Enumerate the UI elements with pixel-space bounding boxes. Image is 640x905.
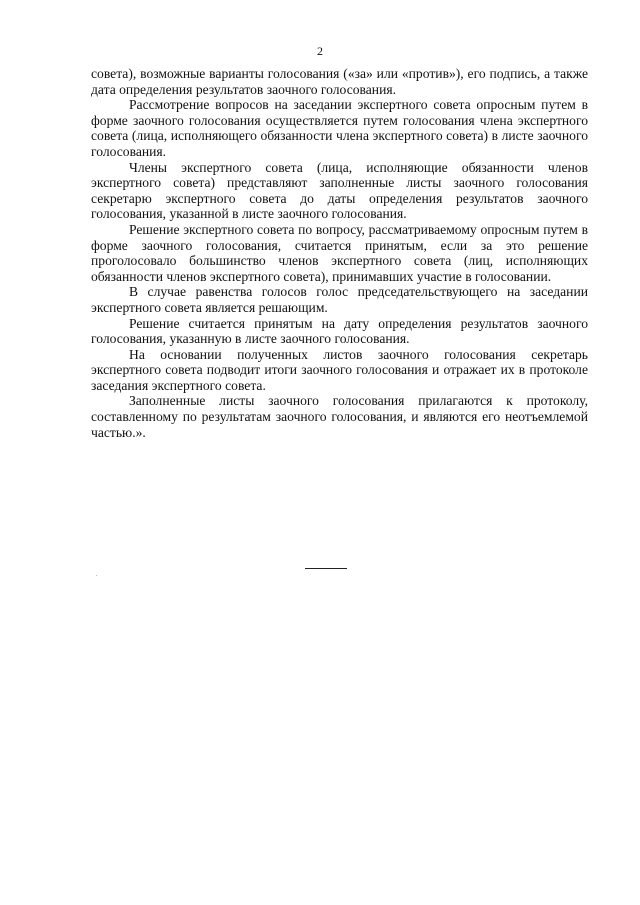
- scan-speck: [96, 575, 97, 576]
- paragraph-submission: Члены экспертного совета (лица, исполняющие обязанности членов экспертного совета) представляют заполненные листы заочного голосования секретарю экспертного совета до даты определения результатов заочного голосования, указанной в листе заочного голосования.: [91, 159, 588, 222]
- paragraph-results-summary: На основании полученных листов заочного голосования секретарь экспертного совета подводит итоги заочного голосования и отражает их в протоколе заседания экспертного совета.: [91, 346, 588, 393]
- end-separator-line: [305, 568, 347, 569]
- page-number: 2: [317, 44, 323, 58]
- paragraph-attachments: Заполненные листы заочного голосования прилагаются к протоколу, составленному по результатам заочного голосования, и являются его неотъемлемой частью.».: [91, 393, 588, 440]
- paragraph-decision-date: Решение считается принятым на дату определения результатов заочного голосования, указанную в листе заочного голосования.: [91, 315, 588, 347]
- paragraph-decision-adopted: Решение экспертного совета по вопросу, рассматриваемому опросным путем в форме заочного голосования, считается принятым, если за это решение проголосовало большинство членов экспертного совета (лиц, исполняющих обязанности членов экспертного совета), принимавших участие в голосовании.: [91, 221, 588, 284]
- document-body: [91, 66, 588, 440]
- paragraph-continuation: совета), возможные варианты голосования («за» или «против»), его подпись, а также дата определения результатов заочного голосования.: [91, 66, 588, 97]
- paragraph-tie-vote: В случае равенства голосов голос председательствующего на заседании экспертного совета является решающим.: [91, 284, 588, 315]
- paragraph-voting-procedure: Рассмотрение вопросов на заседании экспертного совета опросным путем в форме заочного голосования осуществляется путем голосования члена экспертного совета (лица, исполняющего обязанности члена экспертного совета) в листе заочного голосования.: [91, 97, 588, 159]
